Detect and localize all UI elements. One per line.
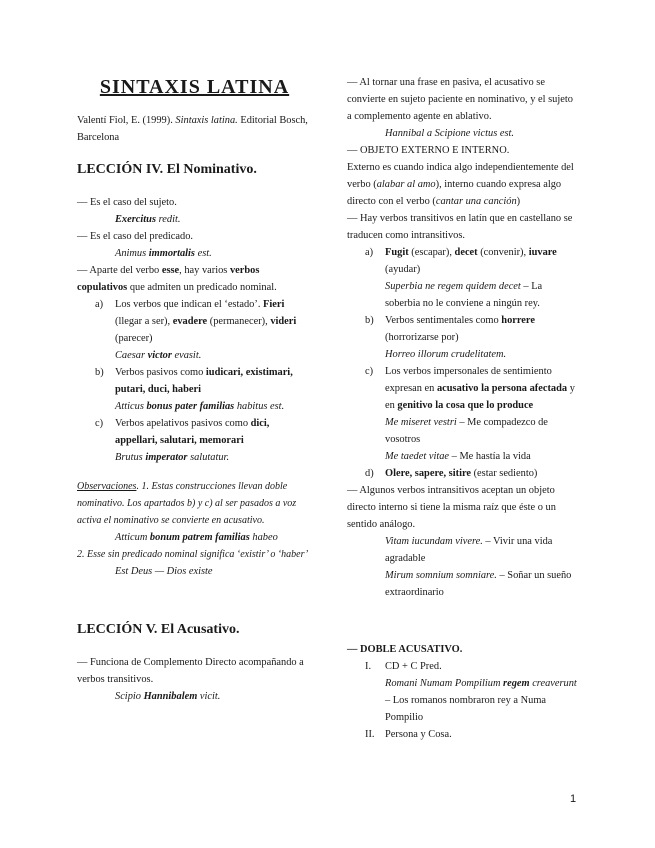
list-marker: II. <box>365 729 375 740</box>
example <box>77 529 312 546</box>
list-item <box>347 312 577 346</box>
ex-text: – Me hastía la vida <box>449 451 531 462</box>
text: Verbos apelativos pasivos como <box>115 418 251 429</box>
ex-text: est. <box>194 248 212 259</box>
ex-italic: Me taedet vitae <box>385 451 450 462</box>
list-marker: a) <box>95 299 104 310</box>
example <box>347 278 577 312</box>
ex-text: Atticus <box>115 401 147 412</box>
ex-bold: bonus pater familias <box>146 401 235 412</box>
spacer <box>77 580 312 620</box>
observations-note-2: 2. Esse sin predicado nominal significa ‘existir’ o ‘haber’ <box>77 549 309 560</box>
text: (llegar a ser), <box>115 316 173 327</box>
ex-italic: Me miseret vestri <box>385 417 457 428</box>
ex-text: – Me compadezco de vosotros <box>385 417 548 445</box>
lesson-v-title: El Acusativo. <box>157 622 240 637</box>
list-marker: I. <box>365 661 372 672</box>
ex-italic: Vitam iucundam vivere. <box>385 536 483 547</box>
bold: genitivo la cosa que lo produce <box>397 400 534 411</box>
text: (permanecer), <box>207 316 271 327</box>
bold: evadere <box>172 316 208 327</box>
list-item <box>347 244 577 278</box>
para <box>77 262 312 296</box>
double-accusative-heading: — DOBLE ACUSATIVO. <box>347 644 463 655</box>
bold: esse <box>161 265 180 276</box>
example <box>77 245 312 262</box>
ex-text: Caesar <box>115 350 148 361</box>
text: Externo es cuando indica algo independientemente del verbo ( <box>347 162 574 190</box>
bold: horrere <box>501 315 535 326</box>
list-marker: b) <box>95 367 104 378</box>
text: ), interno cuando expresa algo directo con el verbo ( <box>347 179 562 207</box>
lesson-iv-title: El Nominativo. <box>163 162 257 177</box>
list-item <box>77 296 312 347</box>
list-item <box>347 658 577 675</box>
ex-translation: – Los romanos nombraron rey a Numa Pompilio <box>385 695 547 723</box>
ex-bold: Exercitus <box>115 214 156 225</box>
ex-bold: immortalis <box>148 248 195 259</box>
text: (parecer) <box>115 333 153 344</box>
para: — OBJETO EXTERNO E INTERNO. <box>347 145 510 156</box>
text: y en <box>385 383 575 411</box>
para: — Es el caso del sujeto. <box>77 197 177 208</box>
left-column <box>77 74 312 705</box>
list-marker: a) <box>365 247 374 258</box>
ref-publisher: Editorial Bosch, Barcelona <box>77 115 308 143</box>
observations-note <box>77 478 312 529</box>
text: , hay varios <box>179 265 230 276</box>
ex-italic: Mirum somnium somniare. <box>385 570 497 581</box>
example <box>347 414 577 448</box>
list-item <box>77 364 312 398</box>
ex-text: Romani Numam Pompilium <box>385 678 504 689</box>
note-text: . 1. Estas construcciones llevan doble nominativo. Los apartados b) y c) al ser pasados a voz activa el nominativo se convierte en acusativo. <box>77 481 297 526</box>
example: Est Deus — Dios existe <box>115 566 213 577</box>
example: Hannibal a Scipione victus est. <box>385 128 514 139</box>
list-item <box>347 363 577 414</box>
ex-text: evasit. <box>171 350 202 361</box>
text: CD + C Pred. <box>385 661 442 672</box>
example <box>77 688 312 705</box>
list-marker: c) <box>95 418 104 429</box>
example <box>347 448 577 465</box>
italic: cantar una canción <box>435 196 517 207</box>
para <box>347 641 577 658</box>
example <box>347 567 577 601</box>
text: (convenir), <box>477 247 529 258</box>
bold: iudicari, existimari, putari, duci, haberi <box>115 367 293 395</box>
ex-text: vicit. <box>197 691 221 702</box>
note-label: Observaciones <box>77 481 137 492</box>
ex-italic: Superbia ne regem quidem decet <box>385 281 521 292</box>
bold: Fugit <box>385 247 409 258</box>
example <box>347 533 577 567</box>
text: (horrorizarse por) <box>385 332 459 343</box>
example: Horreo illorum crudelitatem. <box>385 349 507 360</box>
list-marker: c) <box>365 366 374 377</box>
lesson-iv-label: LECCIÓN IV. <box>77 162 164 177</box>
list-item <box>347 726 577 743</box>
list-marker: d) <box>365 468 374 479</box>
right-column <box>347 74 577 743</box>
example <box>77 347 312 364</box>
example <box>77 449 312 466</box>
bold: dici, appellari, salutari, memorari <box>115 418 270 446</box>
lesson-v-heading <box>77 620 312 640</box>
page-number: 1 <box>570 793 577 805</box>
example <box>77 211 312 228</box>
ex-bold: imperator <box>145 452 188 463</box>
bold: verbos copulativos <box>77 265 260 293</box>
example <box>77 398 312 415</box>
text: Verbos sentimentales como <box>385 315 502 326</box>
text: (ayudar) <box>385 264 421 275</box>
bold: Fieri <box>263 299 285 310</box>
ex-text: habeo <box>249 532 278 543</box>
ex-text: – La soberbia no le conviene a ningún rey. <box>385 281 543 309</box>
para: — Funciona de Complemento Directo acompañando a verbos transitivos. <box>77 657 304 685</box>
italic: alabar al amo <box>376 179 436 190</box>
ex-bold: bonum patrem familias <box>149 532 250 543</box>
ex-text: creaverunt <box>529 678 577 689</box>
bold: Olere, sapere, sitire <box>385 468 471 479</box>
para: — Hay verbos transitivos en latín que en castellano se traducen como intransitivos. <box>347 213 573 241</box>
lesson-v-label: LECCIÓN V. <box>77 622 158 637</box>
ref-author: Valentí Fiol, E. (1999). <box>77 115 176 126</box>
bold: videri <box>270 316 297 327</box>
reference <box>77 112 312 146</box>
text: Verbos pasivos como <box>115 367 206 378</box>
ex-text: – Soñar un sueño extraordinario <box>385 570 572 598</box>
bold: iuvare <box>528 247 557 258</box>
para: — Al tornar una frase en pasiva, el acusativo se convierte en sujeto paciente en nominativo, y el sujeto a complemento agente en ablativo. <box>347 77 573 122</box>
bold: decet <box>454 247 478 258</box>
ex-text: Scipio <box>115 691 144 702</box>
para: — Algunos verbos intransitivos aceptan un objeto directo interno si tiene la misma raíz que éste o un sentido análogo. <box>347 485 556 530</box>
spacer <box>347 601 577 641</box>
example <box>347 675 577 726</box>
para: — Es el caso del predicado. <box>77 231 193 242</box>
page-title: SINTAXIS LATINA <box>99 76 290 98</box>
ex-text: Brutus <box>115 452 146 463</box>
ex-text: – Vivir una vida agradable <box>385 536 553 564</box>
ex-text: Atticum <box>115 532 150 543</box>
ref-book: Sintaxis latina. <box>175 115 238 126</box>
ex-text: habitus est. <box>234 401 285 412</box>
text: — Aparte del verbo <box>77 265 162 276</box>
bold: acusativo la persona afectada <box>436 383 568 394</box>
lesson-iv-heading <box>77 160 312 180</box>
ex-bold: regem <box>503 678 530 689</box>
ex-bold: Hannibalem <box>143 691 198 702</box>
list-item <box>77 415 312 449</box>
ex-text: salutatur. <box>187 452 230 463</box>
ex-text: Animus <box>115 248 149 259</box>
para <box>347 159 577 210</box>
ex-text: redit. <box>156 214 181 225</box>
list-item <box>347 465 577 482</box>
text: Los verbos que indican el ‘estado’. <box>115 299 264 310</box>
text: (escapar), <box>408 247 455 258</box>
text: ) <box>516 196 521 207</box>
text: Persona y Cosa. <box>385 729 452 740</box>
list-marker: b) <box>365 315 374 326</box>
text: Los verbos impersonales de sentimiento expresan en <box>385 366 552 394</box>
text: (estar sediento) <box>471 468 538 479</box>
text: que admiten un predicado nominal. <box>127 282 277 293</box>
ex-bold: victor <box>147 350 172 361</box>
